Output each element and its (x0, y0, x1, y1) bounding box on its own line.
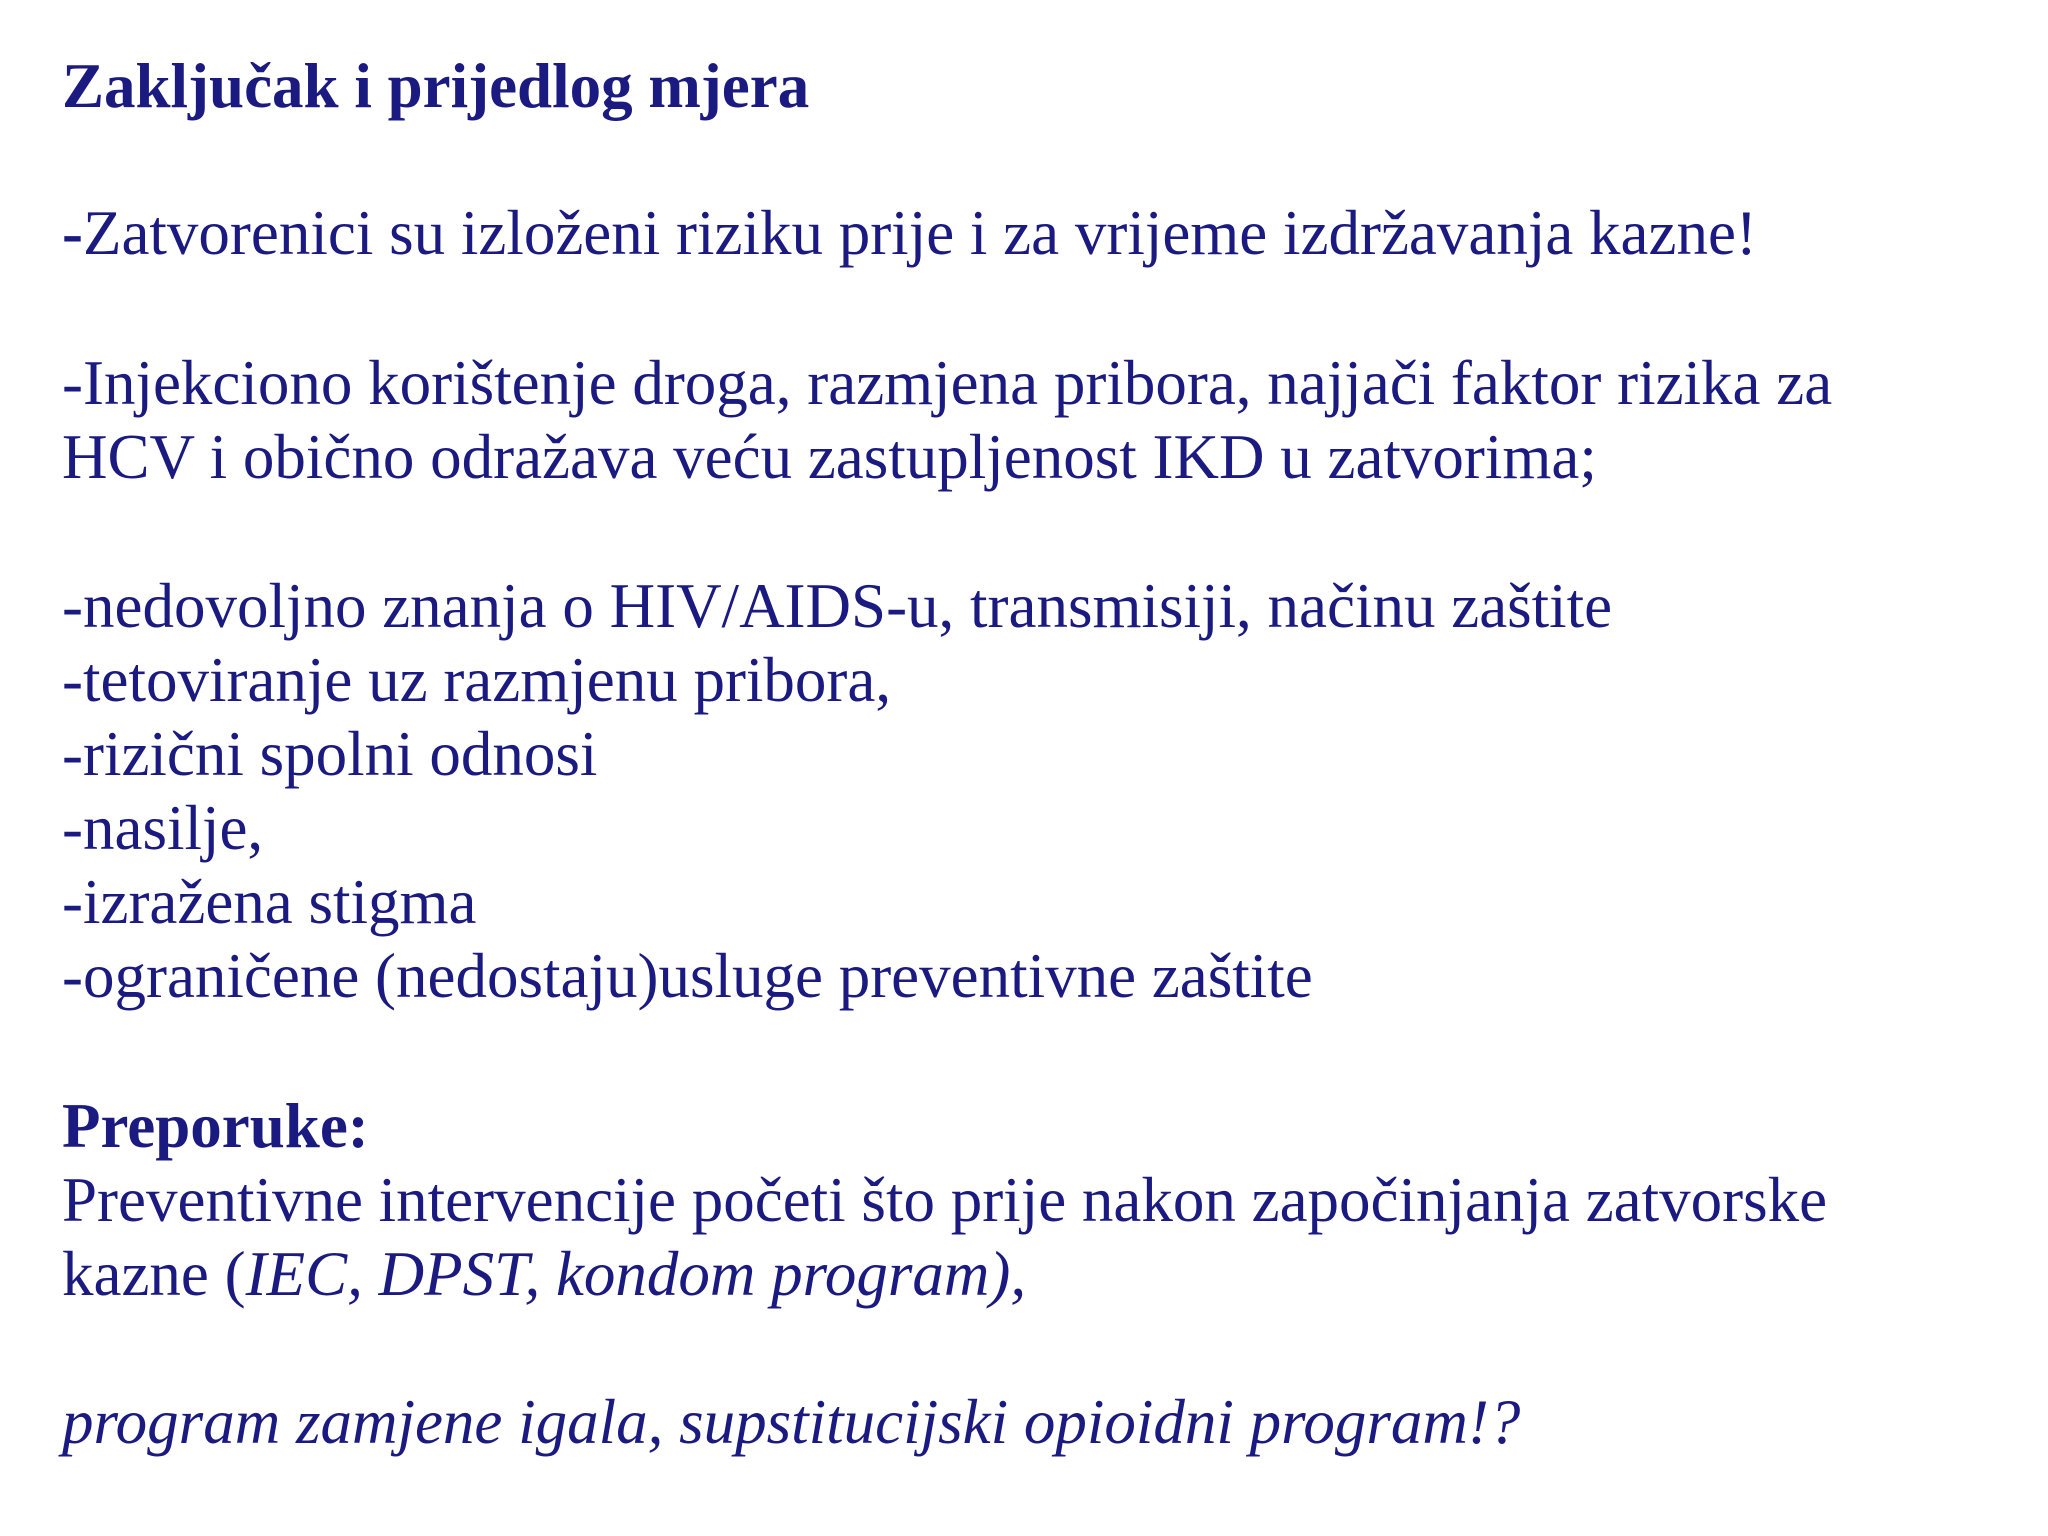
recommendations-final-line: program zamjene igala, supstitucijski opioidni program!? (62, 1387, 1521, 1457)
risk-item: -ograničene (nedostaju)usluge preventivne zaštite (62, 941, 1313, 1011)
statement-line: -Injekciono korištenje droga, razmjena pribora, najjači faktor rizika za (62, 348, 1833, 418)
risk-list (62, 569, 1612, 1013)
recommendations (62, 1089, 1827, 1311)
risk-item: -tetoviranje uz razmjenu pribora, (62, 645, 892, 715)
recommendations-line: Preventivne intervencije početi što prije nakon započinjanja zatvorske (62, 1165, 1828, 1235)
recommendations-line (62, 1237, 1827, 1311)
statement-line: HCV i obično odražava veću zastupljenost IKD u zatvorima; (62, 422, 1597, 492)
statement-prisoners-risk (62, 196, 1757, 270)
recommendations-prefix: kazne ( (62, 1239, 246, 1309)
recommendations-final (62, 1385, 1520, 1459)
risk-item: -nedovoljno znanja o HIV/AIDS-u, transmisiji, načinu zaštite (62, 571, 1613, 641)
statement-line (62, 196, 1757, 270)
statement-injection-drugs (62, 346, 1832, 494)
slide-title: Zaključak i prijedlog mjera (62, 51, 810, 121)
recommendations-programs: IEC, DPST, kondom program), (245, 1239, 1027, 1309)
statement-dash: - (62, 198, 83, 268)
risk-item: -izražena stigma (62, 867, 477, 937)
risk-item: -rizični spolni odnosi (62, 719, 598, 789)
statement-text: Zatvorenici su izloženi riziku prije i za vrijeme izdržavanja kazne! (82, 198, 1757, 268)
recommendations-heading: Preporuke: (62, 1091, 369, 1161)
risk-item: -nasilje, (62, 793, 264, 863)
